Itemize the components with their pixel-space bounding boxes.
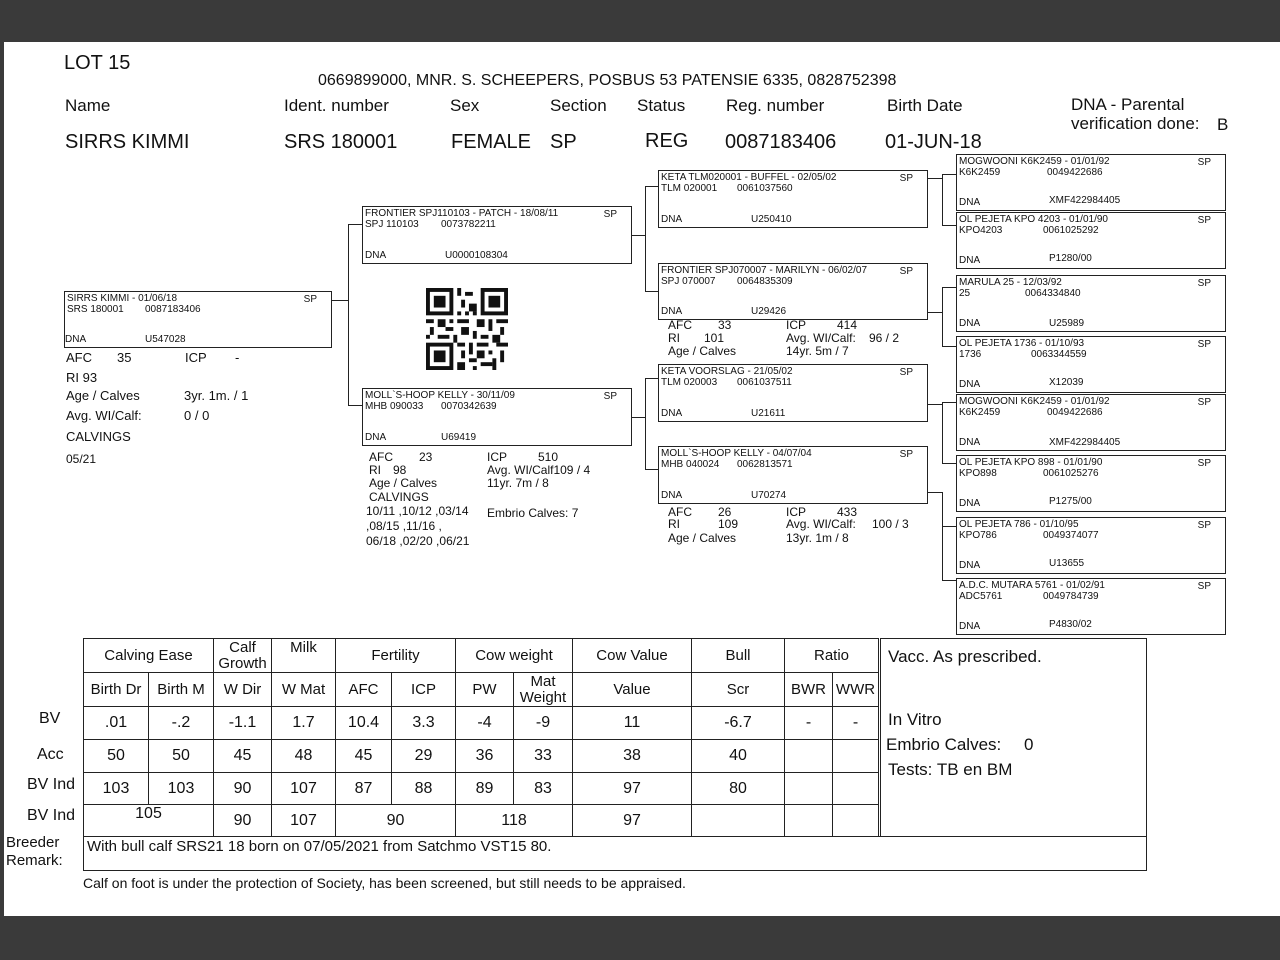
cell: - (785, 707, 833, 740)
animal-birth: 01-JUN-18 (885, 131, 982, 153)
dam-calving-dates-2: ,08/15 ,11/16 , (366, 519, 442, 533)
box-ident: SRS 180001 (67, 304, 124, 315)
cell: 90 (336, 805, 456, 837)
header-reg: Reg. number (726, 96, 825, 115)
pedigree-box-gen3-2 (956, 212, 1226, 269)
pedigree-box-gen3-1 (956, 154, 1226, 211)
box-title: OL PEJETA 1736 - 01/10/93 (959, 338, 1085, 349)
header-bull: Bull (692, 639, 785, 673)
col-birth-m: Birth M (149, 673, 214, 707)
cell: 48 (272, 740, 336, 773)
box-ident: MHB 090033 (365, 401, 424, 412)
dd-wi-label: Avg. WI/Calf: (786, 517, 856, 531)
cell (833, 773, 879, 805)
box-section: SP (899, 266, 913, 277)
box-dna-value: U547028 (145, 334, 186, 345)
lot-number: LOT 15 (64, 52, 131, 74)
vacc-note: Vacc. As prescribed. (888, 647, 1042, 666)
box-dna-value: U21611 (751, 408, 786, 419)
dd-ri-label: RI (668, 517, 680, 531)
box-reg: 0064835309 (737, 276, 793, 287)
cell: -6.7 (692, 707, 785, 740)
dd-afc-label: AFC (668, 505, 692, 519)
box-section: SP (603, 391, 617, 402)
sd-wi: 96 / 2 (869, 331, 900, 345)
dd-icp-label: ICP (786, 505, 807, 519)
box-section: SP (303, 294, 317, 305)
sd-wi-label: Avg. WI/Calf: (786, 331, 856, 345)
pedigree-box-sire (362, 206, 632, 264)
col-birth-dr: Birth Dr (84, 673, 149, 707)
box-ident: TLM 020003 (661, 377, 718, 388)
box-reg: 0063344559 (1031, 349, 1087, 360)
sd-afc-label: AFC (668, 318, 692, 332)
pedigree-box-sire-sire (658, 170, 928, 228)
pedigree-box-gen3-5 (956, 394, 1226, 451)
pedigree-box-gen3-7 (956, 517, 1226, 574)
box-title: A.D.C. MUTARA 5761 - 01/02/91 (959, 580, 1105, 591)
dam-afc-label: AFC (369, 450, 393, 464)
box-reg: 0073782211 (441, 219, 496, 230)
box-dna-label: DNA (661, 306, 683, 317)
box-dna-value: XMF422984405 (1049, 437, 1121, 448)
box-dna-value: XMF422984405 (1049, 195, 1121, 206)
header-fertility: Fertility (336, 639, 456, 673)
owner-line: 0669899000, MNR. S. SCHEEPERS, POSBUS 53 PATENSIE 6335, 0828752398 (318, 72, 897, 89)
dd-age: 13yr. 1m / 8 (786, 531, 849, 545)
main-age-label: Age / Calves (66, 388, 140, 403)
cell: 11 (573, 707, 692, 740)
embrio-calves-label: Embrio Calves: (886, 735, 1002, 754)
box-dna-value: U69419 (441, 432, 477, 443)
tests-note: Tests: TB en BM (888, 760, 1013, 779)
box-dna-label: DNA (959, 318, 981, 329)
cell: 90 (214, 805, 272, 837)
cell: 89 (456, 773, 514, 805)
box-dna-label: DNA (661, 214, 683, 225)
cell (692, 805, 785, 837)
box-reg: 0049422686 (1047, 407, 1103, 418)
box-dna-label: DNA (959, 437, 981, 448)
main-calvings: CALVINGS (66, 429, 131, 444)
header-dna-value: B (1217, 115, 1229, 134)
col-w-mat: W Mat (272, 673, 336, 707)
main-afc-label: AFC (66, 350, 92, 365)
header-birth: Birth Date (887, 96, 963, 115)
box-title: SIRRS KIMMI - 01/06/18 (67, 293, 178, 304)
box-title: MARULA 25 - 12/03/92 (959, 277, 1062, 288)
col-w-dir: W Dir (214, 673, 272, 707)
header-sex: Sex (450, 96, 480, 115)
cell: 36 (456, 740, 514, 773)
box-title: OL PEJETA 786 - 01/10/95 (959, 519, 1079, 530)
col-icp: ICP (392, 673, 456, 707)
col-wwr: WWR (833, 673, 879, 707)
cell: 97 (573, 805, 692, 837)
cell: 107 (272, 805, 336, 837)
cell: 103 (149, 773, 214, 805)
breeder-remark: With bull calf SRS21 18 born on 07/05/2021 from Satchmo VST15 80. (83, 836, 1147, 871)
box-reg: 0049374077 (1043, 530, 1099, 541)
dam-embrio-calves: Embrio Calves: 7 (487, 506, 579, 520)
header-calving-ease: Calving Ease (84, 639, 214, 673)
dam-ri: 98 (393, 463, 407, 477)
header-name: Name (65, 96, 111, 115)
dam-calvings: CALVINGS (369, 490, 429, 504)
box-ident: K6K2459 (959, 167, 1001, 178)
pedigree-box-gen3-3 (956, 275, 1226, 332)
main-wi: 0 / 0 (184, 408, 210, 423)
main-afc: 35 (117, 350, 132, 365)
box-dna-label: DNA (959, 498, 981, 509)
main-wi-label: Avg. WI/Calf: (66, 408, 142, 423)
box-reg: 0049784739 (1043, 591, 1099, 602)
pedigree-box-gen3-4 (956, 336, 1226, 393)
cell: -9 (514, 707, 573, 740)
box-dna-value: X12039 (1049, 377, 1084, 388)
table-row-bv-ind-combined (84, 805, 879, 837)
sd-age: 14yr. 5m / 7 (786, 344, 849, 358)
dam-ri-label: RI (369, 463, 381, 477)
cell: 88 (392, 773, 456, 805)
breeder-label: Breeder (6, 834, 60, 851)
pedigree-box-dam (362, 388, 632, 446)
header-dna-1: DNA - Parental (1071, 95, 1185, 114)
cell: - (833, 707, 879, 740)
header-milk: Milk (272, 639, 336, 673)
dd-age-label: Age / Calves (668, 531, 737, 545)
box-section: SP (899, 367, 913, 378)
box-reg: 0087183406 (145, 304, 201, 315)
cell: -.2 (149, 707, 214, 740)
box-title: KETA TLM020001 - BUFFEL - 02/05/02 (661, 172, 837, 183)
box-section: SP (899, 449, 913, 460)
animal-sex: FEMALE (451, 131, 532, 153)
box-section: SP (603, 209, 617, 220)
cell: 10.4 (336, 707, 392, 740)
animal-status: REG (645, 130, 689, 152)
col-pw: PW (456, 673, 514, 707)
box-title: OL PEJETA KPO 898 - 01/01/90 (959, 457, 1103, 468)
header-dna-2: verification done: (1071, 114, 1200, 133)
cell: 50 (149, 740, 214, 773)
cell: 40 (692, 740, 785, 773)
box-dna-label: DNA (365, 250, 387, 261)
box-dna-label: DNA (959, 621, 981, 632)
box-ident: TLM 020001 (661, 183, 718, 194)
cell: 33 (514, 740, 573, 773)
cell: .01 (84, 707, 149, 740)
in-vitro-label: In Vitro (888, 710, 942, 729)
header-cow-value: Cow Value (573, 639, 692, 673)
box-reg: 0049422686 (1047, 167, 1103, 178)
box-ident: KPO786 (959, 530, 997, 541)
box-reg: 0061025292 (1043, 225, 1099, 236)
dam-age: 11yr. 7m / 8 (487, 476, 549, 490)
box-reg: 0062813571 (737, 459, 793, 470)
box-ident: KPO4203 (959, 225, 1003, 236)
sd-ri-label: RI (668, 331, 680, 345)
cell: 45 (336, 740, 392, 773)
main-calving-dates: 05/21 (66, 452, 97, 466)
sd-icp: 414 (837, 318, 858, 332)
embrio-calves-value: 0 (1024, 735, 1034, 754)
box-ident: SPJ 070007 (661, 276, 716, 287)
box-ident: KPO898 (959, 468, 997, 479)
box-dna-value: U13655 (1049, 558, 1085, 569)
col-bwr: BWR (785, 673, 833, 707)
pedigree-box-sire-dam (658, 263, 928, 320)
dd-ri: 109 (718, 517, 739, 531)
box-ident: ADC5761 (959, 591, 1003, 602)
animal-section: SP (550, 131, 577, 153)
box-title: MOLL`S-HOOP KELLY - 04/07/04 (661, 448, 812, 459)
bottom-bar (0, 916, 1280, 960)
box-title: MOLL`S-HOOP KELLY - 30/11/09 (365, 390, 515, 401)
animal-name: SIRRS KIMMI (65, 131, 190, 153)
box-dna-label: DNA (959, 197, 981, 208)
table-row-bv (84, 707, 879, 740)
header-section: Section (550, 96, 607, 115)
dd-icp: 433 (837, 505, 858, 519)
box-section: SP (1197, 520, 1211, 531)
pedigree-box-dam-sire (658, 364, 928, 422)
cell: 118 (456, 805, 573, 837)
cell: -1.1 (214, 707, 272, 740)
header-cow-weight: Cow weight (456, 639, 573, 673)
box-dna-label: DNA (959, 379, 981, 390)
cell: 3.3 (392, 707, 456, 740)
box-dna-value: U0000108304 (445, 250, 508, 261)
box-reg: 0061037560 (737, 183, 793, 194)
box-dna-label: DNA (661, 408, 683, 419)
sd-afc: 33 (718, 318, 732, 332)
dam-calving-dates-3: 06/18 ,02/20 ,06/21 (366, 534, 470, 548)
box-reg: 0061025276 (1043, 468, 1099, 479)
cell: 105 (84, 805, 214, 837)
dam-age-label: Age / Calves (369, 476, 438, 490)
table-header-row-2 (84, 673, 879, 707)
sd-ri: 101 (704, 331, 725, 345)
main-icp-label: ICP (185, 350, 207, 365)
row-label-bv-ind: BV Ind (27, 776, 76, 793)
cell: 29 (392, 740, 456, 773)
cell: 97 (573, 773, 692, 805)
main-age: 3yr. 1m. / 1 (184, 388, 249, 403)
cell: 107 (272, 773, 336, 805)
box-dna-value: U70274 (751, 490, 787, 501)
pedigree-box-gen3-8 (956, 578, 1226, 635)
cell: 80 (692, 773, 785, 805)
dam-afc: 23 (419, 450, 433, 464)
box-title: FRONTIER SPJ070007 - MARILYN - 06/02/07 (661, 265, 868, 276)
box-dna-label: DNA (959, 560, 981, 571)
cell: 103 (84, 773, 149, 805)
notes-panel (880, 638, 1147, 837)
box-dna-value: P1275/00 (1049, 496, 1092, 507)
pedigree-box-gen3-6 (956, 455, 1226, 512)
pedigree-box-animal (64, 291, 332, 348)
box-section: SP (1197, 581, 1211, 592)
box-section: SP (1197, 215, 1211, 226)
box-title: OL PEJETA KPO 4203 - 01/01/90 (959, 214, 1108, 225)
box-section: SP (1197, 278, 1211, 289)
box-title: FRONTIER SPJ110103 - PATCH - 18/08/11 (365, 208, 559, 219)
col-afc: AFC (336, 673, 392, 707)
box-title: MOGWOONI K6K2459 - 01/01/92 (959, 396, 1110, 407)
sd-icp-label: ICP (786, 318, 807, 332)
header-ident: Ident. number (284, 96, 389, 115)
animal-ident: SRS 180001 (284, 131, 398, 153)
cell: -4 (456, 707, 514, 740)
box-dna-label: DNA (959, 255, 981, 266)
dam-calving-dates-1: 10/11 ,10/12 ,03/14 (366, 504, 469, 518)
box-ident: MHB 040024 (661, 459, 720, 470)
table-row-acc (84, 740, 879, 773)
box-dna-value: U25989 (1049, 318, 1085, 329)
cell: 83 (514, 773, 573, 805)
box-title: MOGWOONI K6K2459 - 01/01/92 (959, 156, 1110, 167)
header-status: Status (637, 96, 686, 115)
animal-reg: 0087183406 (725, 131, 837, 153)
box-section: SP (1197, 397, 1211, 408)
box-ident: SPJ 110103 (365, 219, 419, 230)
box-dna-value: U29426 (751, 306, 787, 317)
footer-note: Calf on foot is under the protection of Society, has been screened, but still needs to be appraised. (83, 875, 686, 891)
table-header-row-1 (84, 639, 879, 673)
box-ident: K6K2459 (959, 407, 1001, 418)
box-reg: 0070342639 (441, 401, 497, 412)
cell: 90 (214, 773, 272, 805)
box-ident: 25 (959, 288, 971, 299)
box-section: SP (1197, 458, 1211, 469)
cell (785, 740, 833, 773)
box-reg: 0064334840 (1025, 288, 1081, 299)
cell: 38 (573, 740, 692, 773)
ebv-table (83, 638, 879, 837)
dam-icp-label: ICP (487, 450, 508, 464)
box-dna-value: P4830/02 (1049, 619, 1092, 630)
box-section: SP (1197, 157, 1211, 168)
box-dna-value: P1280/00 (1049, 253, 1092, 264)
cell: 87 (336, 773, 392, 805)
cell: 50 (84, 740, 149, 773)
header-calf-growth: Calf Growth (214, 639, 272, 673)
box-dna-label: DNA (65, 334, 87, 345)
col-value: Value (573, 673, 692, 707)
box-section: SP (899, 173, 913, 184)
col-scr: Scr (692, 673, 785, 707)
header-ratio: Ratio (785, 639, 879, 673)
main-ri: RI 93 (66, 370, 98, 385)
col-mat-weight: Mat Weight (514, 673, 573, 707)
table-row-bv-ind (84, 773, 879, 805)
remark-label: Remark: (6, 852, 63, 869)
row-label-bv-ind-2: BV Ind (27, 807, 76, 824)
cell: 1.7 (272, 707, 336, 740)
box-dna-value: U250410 (751, 214, 792, 225)
cell (833, 740, 879, 773)
qr-code-icon (424, 288, 510, 370)
sd-age-label: Age / Calves (668, 344, 737, 358)
box-title: KETA VOORSLAG - 21/05/02 (661, 366, 793, 377)
dd-wi: 100 / 3 (872, 517, 909, 531)
box-dna-label: DNA (661, 490, 683, 501)
box-dna-label: DNA (365, 432, 387, 443)
row-label-acc: Acc (37, 746, 64, 763)
cell (785, 773, 833, 805)
dam-icp: 510 (538, 450, 559, 464)
main-icp: - (235, 350, 240, 365)
box-section: SP (1197, 339, 1211, 350)
cell: 45 (214, 740, 272, 773)
dd-afc: 26 (718, 505, 732, 519)
box-ident: 1736 (959, 349, 982, 360)
pedigree-box-dam-dam (658, 446, 928, 504)
cell (785, 805, 833, 837)
dam-wi: Avg. WI/Calf109 / 4 (487, 463, 591, 477)
box-reg: 0061037511 (737, 377, 792, 388)
row-label-bv: BV (39, 710, 61, 727)
